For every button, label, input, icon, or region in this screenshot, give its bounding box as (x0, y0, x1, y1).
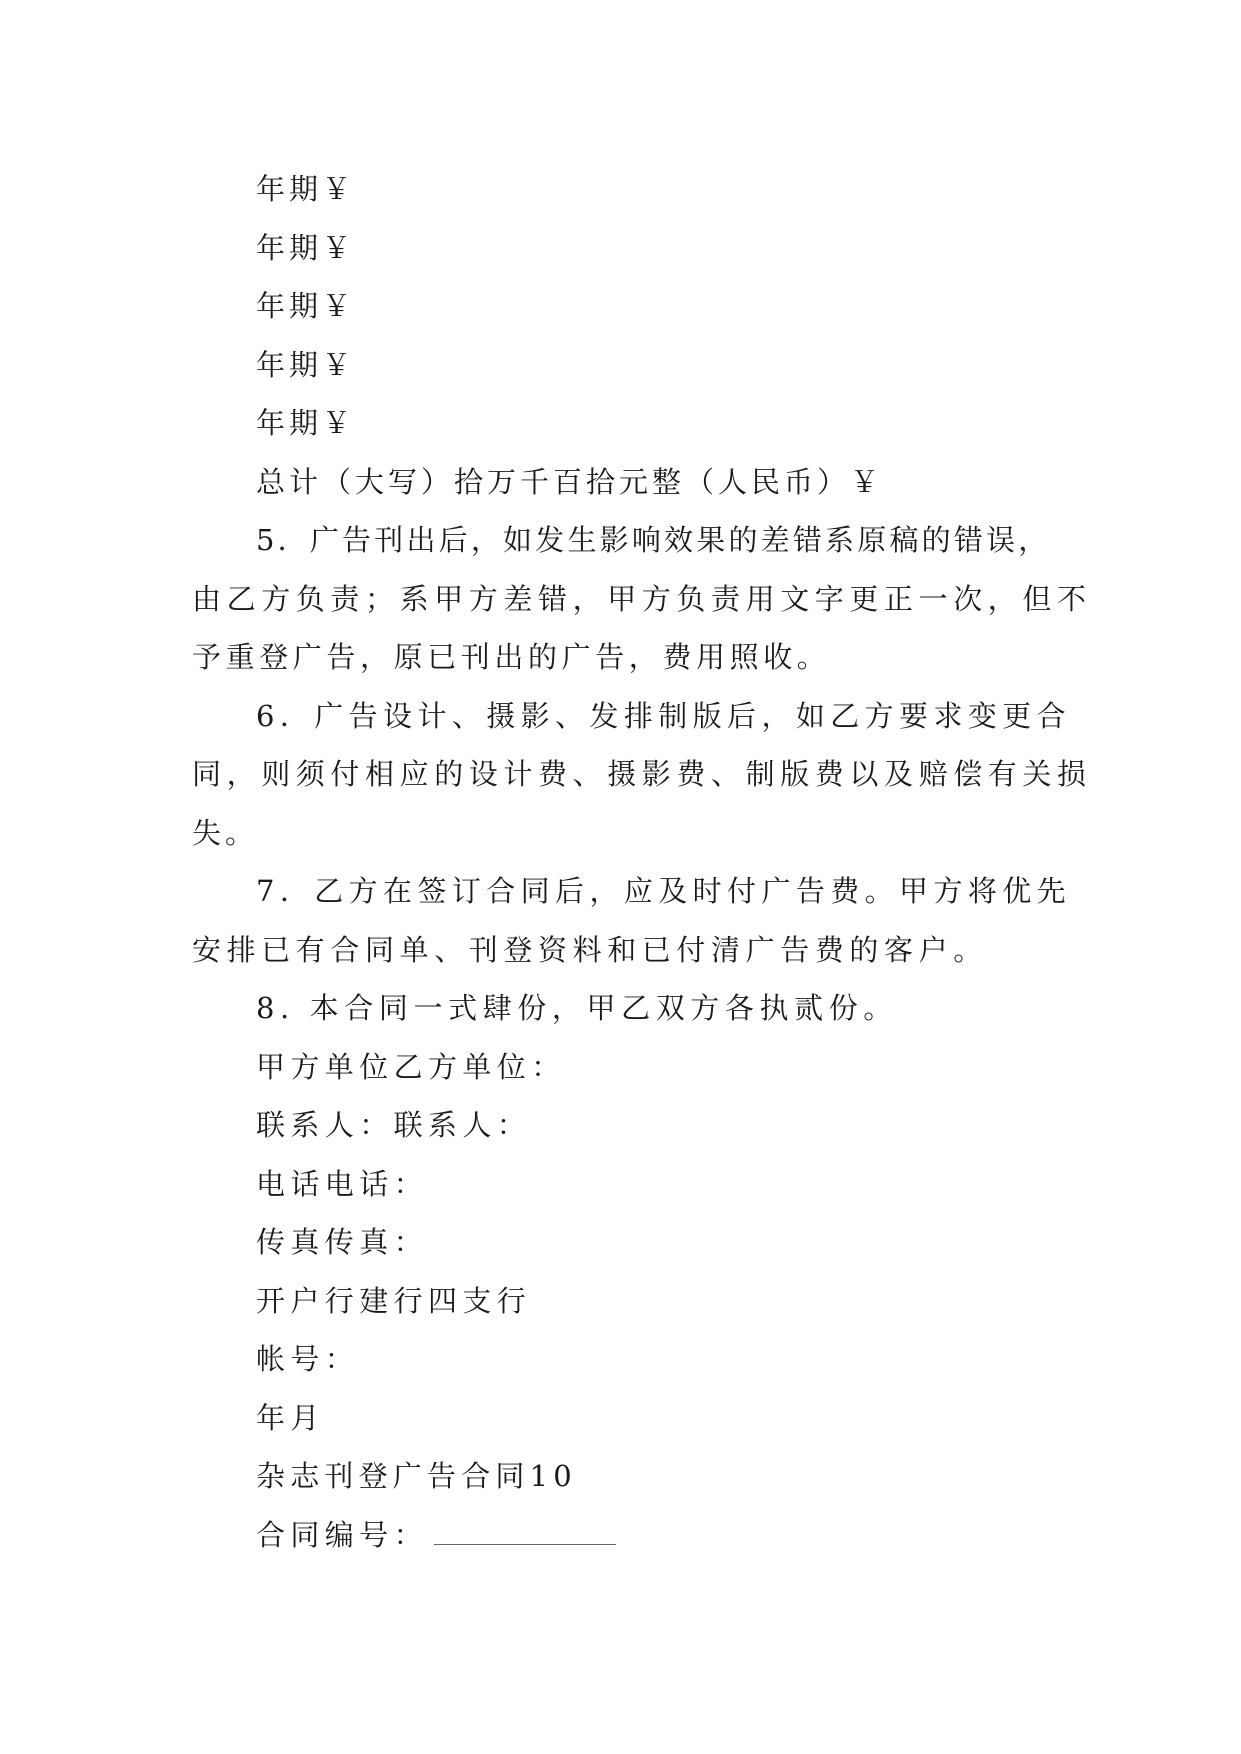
signature-block (192, 1038, 1052, 1448)
clause-5-row: 予重登广告，原已刊出的广告，费用照收。 (192, 640, 831, 674)
bank-line: 开户行建行四支行 (256, 1283, 532, 1318)
account-line: 帐号： (256, 1342, 360, 1376)
price-line: 年期￥ (256, 406, 356, 440)
clause-5 (192, 511, 1092, 687)
contract-number-line (192, 1506, 1052, 1565)
clause-6-row: 失。 (192, 815, 259, 850)
price-line: 年期￥ (256, 172, 356, 206)
phone-line: 电话电话： (256, 1166, 429, 1201)
clause-5-row: 由乙方负责；系甲方差错，甲方负责用文字更正一次，但不 (192, 581, 1092, 616)
fax-line: 传真传真： (256, 1225, 429, 1259)
contract-number-label: 合同编号： (256, 1517, 429, 1552)
document-content (192, 160, 1092, 1564)
date-line: 年月 (256, 1400, 325, 1435)
clause-6 (192, 687, 1092, 863)
price-line: 年期￥ (256, 289, 356, 323)
clause-6-row: 6．广告设计、摄影、发排制版后，如乙方要求变更合 (256, 698, 1072, 733)
party-units-line: 甲方单位乙方单位： (256, 1049, 566, 1084)
clause-8: 8. 本合同一式肆份，甲乙双方各执贰份。 (256, 991, 898, 1025)
contract-number-blank (434, 1522, 616, 1545)
price-line: 年期￥ (256, 347, 356, 382)
contact-person-line: 联系人：联系人： (256, 1108, 532, 1142)
total-amount-line: 总计（大写）拾万千百拾元整（人民币）￥ (256, 464, 884, 499)
next-contract-title: 杂志刊登广告合同10 (256, 1459, 577, 1493)
price-line: 年期￥ (256, 230, 356, 265)
clause-5-row: 5．广告刊出后，如发生影响效果的差错系原稿的错误， (256, 523, 1051, 557)
clause-7 (192, 862, 1072, 979)
clause-6-row: 同，则须付相应的设计费、摄影费、制版费以及赔偿有关损 (192, 757, 1092, 791)
clause-7-row: 7．乙方在签订合同后，应及时付广告费。甲方将优先 (256, 874, 1072, 908)
clause-7-row: 安排已有合同单、刊登资料和已付清广告费的客户。 (192, 932, 988, 967)
